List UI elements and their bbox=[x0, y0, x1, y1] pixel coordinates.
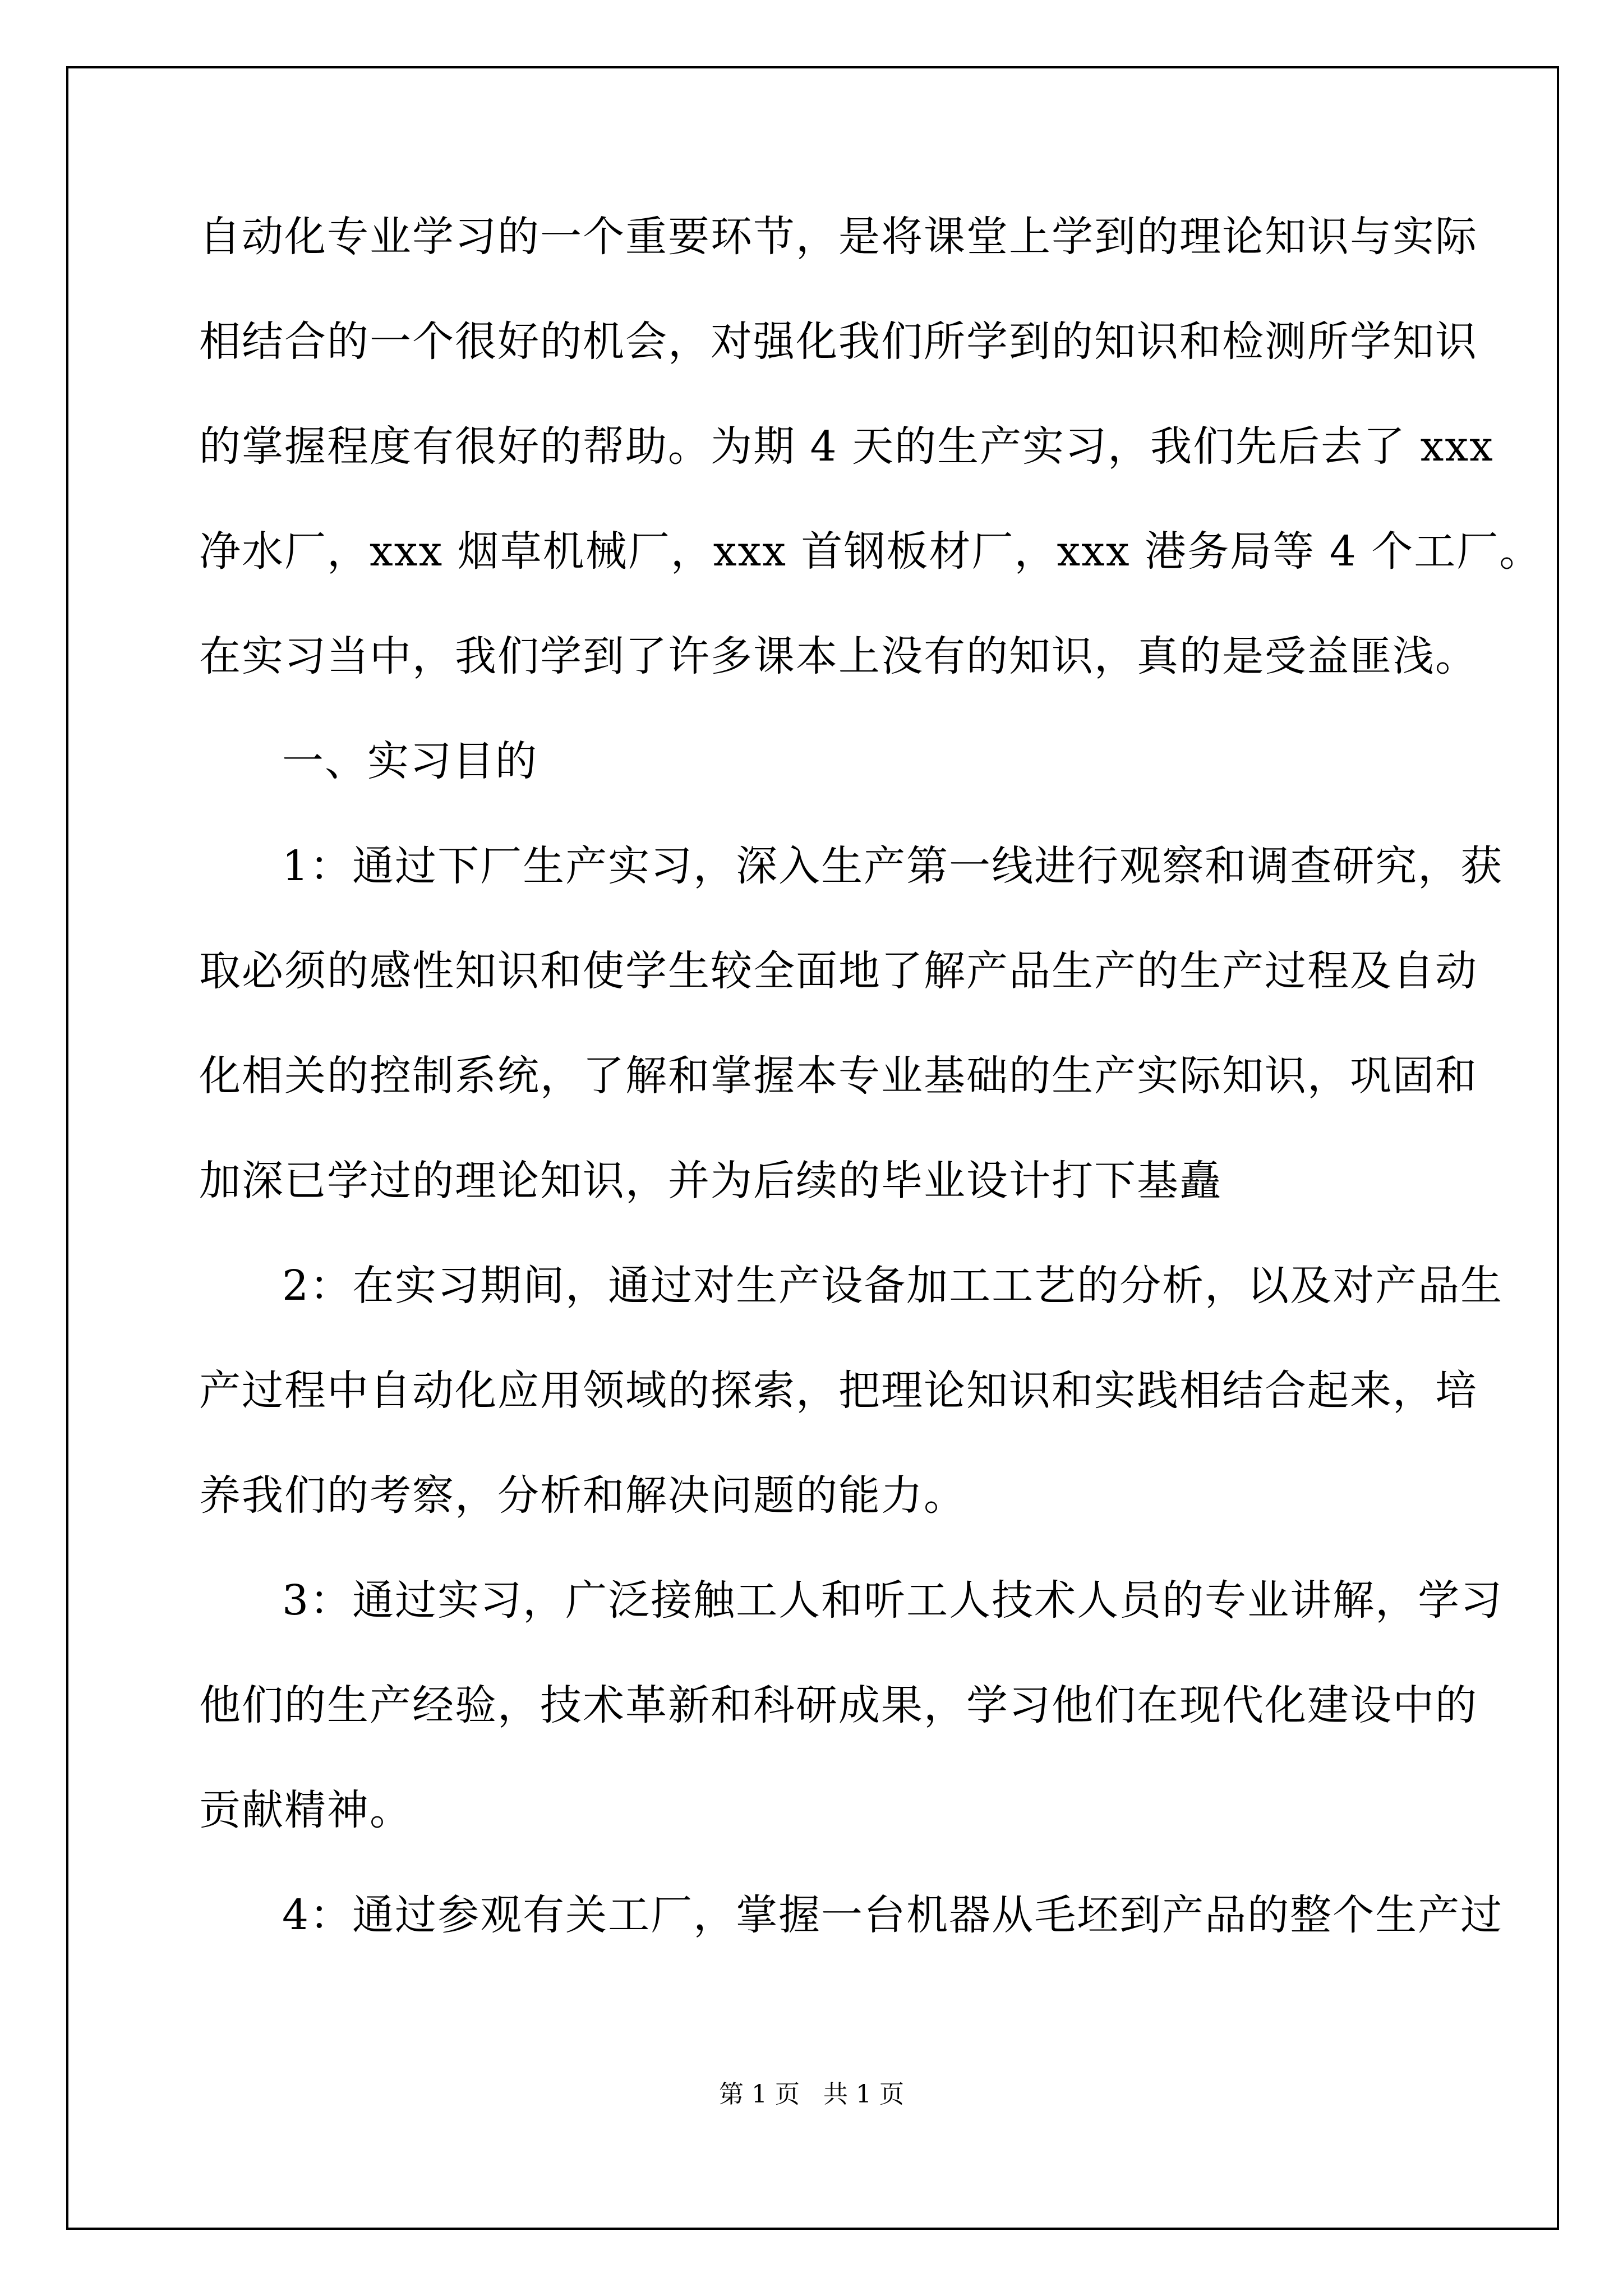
text-line: 贡献精神。 bbox=[199, 1786, 412, 1834]
text-line: 的掌握程度有很好的帮助。为期 4 天的生产实习，我们先后去了 xxx bbox=[199, 422, 1494, 471]
text-line: 在实习当中，我们学到了许多课本上没有的知识，真的是受益匪浅。 bbox=[199, 632, 1478, 680]
text-line: 相结合的一个很好的机会，对强化我们所学到的知识和检测所学知识 bbox=[199, 318, 1478, 366]
text-line: 净水厂，xxx 烟草机械厂，xxx 首钢板材厂，xxx 港务局等 4 个工厂。 bbox=[199, 527, 1542, 576]
text-line: 取必须的感性知识和使学生较全面地了解产品生产的生产过程及自动 bbox=[199, 947, 1478, 995]
text-line: 加深已学过的理论知识，并为后续的毕业设计打下基矗 bbox=[199, 1157, 1222, 1205]
page-footer: 第 1 页 共 1 页 bbox=[719, 2080, 904, 2109]
text-line: 3：通过实习，广泛接触工人和听工人技术人员的专业讲解，学习 bbox=[282, 1576, 1504, 1625]
text-line: 化相关的控制系统，了解和掌握本专业基础的生产实际知识，巩固和 bbox=[199, 1052, 1478, 1100]
text-line: 养我们的考察，分析和解决问题的能力。 bbox=[199, 1471, 966, 1520]
section-heading: 一、实习目的 bbox=[282, 737, 538, 785]
document-body bbox=[199, 213, 1542, 1999]
text-line: 2：在实习期间，通过对生产设备加工工艺的分析，以及对产品生 bbox=[282, 1262, 1504, 1310]
text-line: 他们的生产经验，技术革新和科研成果，学习他们在现代化建设中的 bbox=[199, 1681, 1478, 1729]
text-line: 4：通过参观有关工厂，掌握一台机器从毛坯到产品的整个生产过 bbox=[282, 1891, 1504, 1939]
text-line: 1：通过下厂生产实习，深入生产第一线进行观察和调查研究，获 bbox=[282, 842, 1504, 890]
text-line: 产过程中自动化应用领域的探索，把理论知识和实践相结合起来，培 bbox=[199, 1366, 1478, 1415]
text-line: 自动化专业学习的一个重要环节，是将课堂上学到的理论知识与实际 bbox=[199, 213, 1478, 261]
